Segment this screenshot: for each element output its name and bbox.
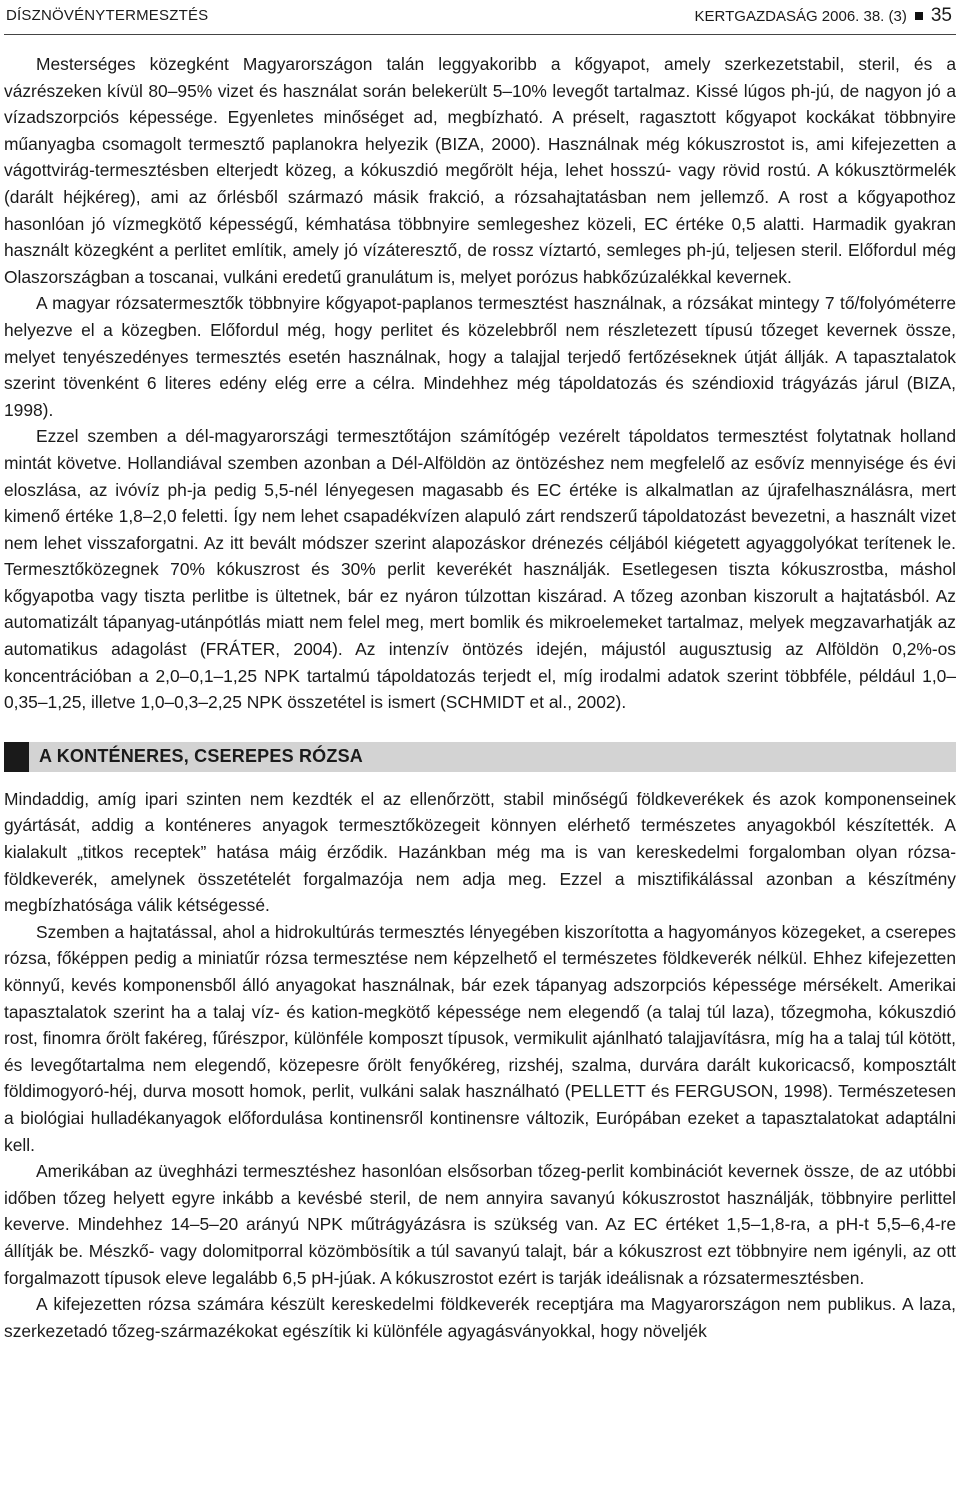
paragraph: Ezzel szemben a dél-magyarországi termesztőtájon számítógép vezérelt tápoldatos termesztést folytatnak holland mintát követve. Hollandiával szemben azonban a Dél-Alföldön az öntözéshez nem megfelelő az esővíz mennyisége és évi eloszlása, az ivóvíz ph-ja pedig 5,5-nél lényegesen magasabb és EC értéke is alkalmatlan az újrafelhasználásra, mert kimenő értéke 1,8–2,0 feletti. Így nem lehet csapadékvízen alapuló zárt rendszerű tápoldatozást bevezetni, a használt vizet nem lehet visszaforgatni. Az itt bevált módszer szerint alapozáskor drénezés céljából kiégetett agyaggolyókat terítenek le. Termesztőközegnek 70% kókuszrost és 30% perlit keverékét használják. Esetlegesen tiszta kókuszrostba, máshol kőgyapotba vagy tiszta perlitbe is ültetnek, bár ez nyáron túlzottan kiszárad. A tőzeg azonban kiszorult a hajtatásból. Az automatizált tápanyag-utánpótlás miatt nem felel meg, mert bomlik és mikroelemeket tartalmaz, melyek megzavarhatják az automatikus adagolást (FRÁTER, 2004). Az intenzív öntözés idején, májustól augusztusig az Alföldön 0,2%-os koncentrációban a 2,0–0,1–1,25 NPK tartalmú tápoldatozás terjedt el, míg irodalmi adatok szerint többféle, például 1,0–0,35–1,25, illetve 1,0–0,3–2,25 NPK összetétel is ismert (SCHMIDT et al., 2002). [4, 426, 956, 713]
square-bullet-icon [915, 12, 923, 20]
paragraph: A kifejezetten rózsa számára készült kereskedelmi földkeverék receptjára ma Magyarországon nem publikus. A laza, szerkezetadó tőzeg-származékokat egészítik ki különféle agyagásványokkal, hogy növeljék [4, 1294, 956, 1341]
page-number: 35 [930, 5, 952, 26]
paragraph: Szemben a hajtatással, ahol a hidrokultúrás termesztés lényegében kiszorította a hagyományos közegeket, a cserepes rózsa, főképpen pedig a miniatűr rózsa termesztése nem képzelhető el természetes földkeverék nélkül. Ehhez kifejezetten könnyű, kevés komponensből álló anyagokat használnak, bár ezek tápanyag adszorpciós képessége mérsékelt. Amerikai tapasztalatok szerint ha a talaj víz- és kation-megkötő képessége nem elegendő (a talaj túl laza), tőzegmoha, kókuszdió rost, finomra őrölt fakéreg, fűrészpor, különféle komposzt típusok, vermikulit ajánlható talajjavításra, míg ha a talaj túl kötött, és levegőtartalma nem elegendő, közepesre őrölt fenyőkéreg, rizshéj, szalma, durvára darált kukoricacső, komposztált földimogyoró-héj, durva mosott homok, perlit, vulkáni salak használható (PELLETT és FERGUSON, 1998). Természetesen a biológiai hulladékanyagok előfordulása kontinensről kontinensre változik, Európában ezeket a tapasztalatokat adaptálni kell. [4, 921, 956, 1155]
section-heading [4, 742, 956, 772]
paragraph: Mesterséges közegként Magyarországon talán leggyakoribb a kőgyapot, amely szerkezetstabil, steril, és a vázrészeken kívül 80–95% vizet és használat során belekerült 5–10% levegőt tartalmaz. Kissé lúgos ph-jú, de nagyon jó a vízadszorpciós képessége. Egyenletes minőséget ad, megbízható. A préselt, ragasztott kőgyapot kockákat többnyire műanyagba csomagolt termesztő paplanokra helyezik (BIZA, 2000). Használnak még kókuszrostot is, ami kifejezetten a vágottvirág-termesztésben elterjedt közeg, a kókuszdió megőrölt héja, lehet hosszú- vagy rövid rostú. A kókusztörmelék (darált héjkéreg), ami az őrlésből származó másik frakció, a rózsahajtatásban nem jellemző. A rost a kőgyapothoz hasonlóan jó vízmegkötő képességű, kémhatása többnyire semlegeshez közeli, EC értéke 0,5 alatti. Harmadik gyakran használt közegként a perlitet említik, amely jó vízáteresztő, de rossz víztartó, semleges ph-jú, teljesen steril. Előfordul még Olaszországban a toscanai, vulkáni eredetű granulátum is, melyet porózus habkőzúzalékkal kevernek. [4, 54, 956, 287]
heading-square-icon [4, 742, 29, 772]
running-header [4, 0, 956, 35]
section-title: A KONTÉNERES, CSEREPES RÓZSA [39, 746, 363, 767]
paragraph: Amerikában az üveghházi termesztéshez hasonlóan elsősorban tőzeg-perlit kombinációt kevernek össze, de az utóbbi időben tőzeg helyett egyre inkább a kevésbé steril, de nem annyira savanyú kókuszrostot használják, többnyire perlittel keverve. Mindehhez 14–5–20 arányú NPK műtrágyázásra is szükség van. Az EC értéket 1,5–1,8-ra, a pH-t 5,5–6,4-re állítják be. Mészkő- vagy dolomitporral közömbösítik a túl savanyú talajt, bár a kókuszrost ezt többnyire nem igényli, az ott forgalmazott típusok eleve legalább 6,5 pH-júak. A kókuszrostot ezért is tarják ideálisnak a rózsatermesztésben. [4, 1161, 956, 1288]
journal-issue: KERTGAZDASÁG 2006. 38. (3) [694, 8, 907, 25]
journal-info [695, 0, 952, 33]
section-label: DÍSZNÖVÉNYTERMESZTÉS [6, 7, 209, 24]
paragraph: A magyar rózsatermesztők többnyire kőgyapot-paplanos termesztést használnak, a rózsákat mintegy 7 tő/folyóméterre helyezve el a közegben. Előfordul még, hogy perlitet és közelebbről nem részletezett típusú tőzeget kevernek össze, melyet tenyészedényes termesztés esetén használnak, hogy a talajjal terjedő fertőzéseknek útját állják. A tapasztalatok szerint tövenként 6 literes edény elég erre a célra. Mindehhez még tápoldatozás és széndioxid trágyázás járul (BIZA, 1998). [4, 293, 956, 420]
document-page [4, 0, 956, 1507]
paragraph: Mindaddig, amíg ipari szinten nem kezdték el az ellenőrzött, stabil minőségű földkeverékek és azok komponenseinek gyártását, addig a konténeres anyagok termesztőközegeit könnyen elérhető természetes anyagokból készítették. A kialakult „titkos receptek” hatása máig érződik. Hazánkban még ma is van kereskedelmi forgalomban olyan rózsa-földkeverék, amelynek összetételét forgalmazója nem adja meg. Ezzel a misztifikálással azonban a készítmény megbízhatósága válik kétségessé. [4, 788, 956, 916]
